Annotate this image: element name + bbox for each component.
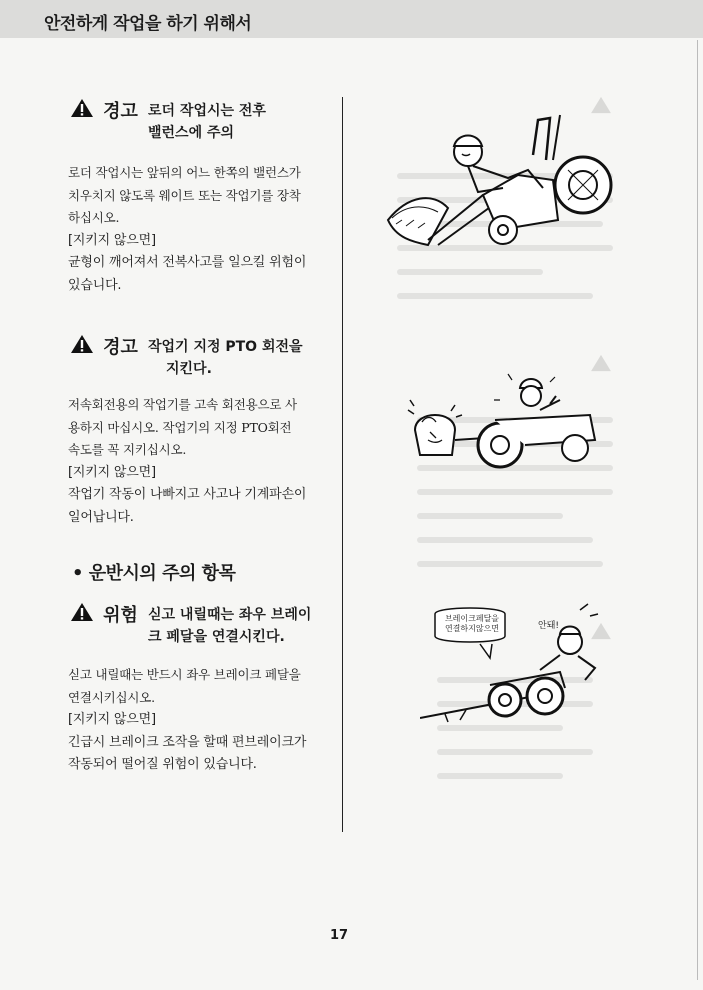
warning-3-title-line2: 크 페달을 연결시킨다.	[148, 629, 285, 645]
consequence-line: 작동되어 떨어질 위험이 있습니다.	[68, 757, 257, 772]
warning-triangle-icon	[70, 602, 94, 622]
consequence-line: 일어납니다.	[68, 509, 134, 525]
if-not-label: [지키지 않으면]	[68, 232, 156, 248]
warning-2-title	[148, 336, 338, 380]
shout-text: 안돼!	[538, 621, 559, 631]
section-title: • 운반시의 주의 항목	[72, 563, 236, 584]
warning-1-body	[68, 162, 330, 297]
warning-1-title-line1: 로더 작업시는 전후	[148, 103, 266, 119]
page-edge	[697, 40, 698, 980]
body-line: 하십시오.	[68, 210, 120, 225]
warning-2-title-line1: 작업기 지정 PTO 회전을	[148, 339, 303, 355]
pto-tractor-illustration	[400, 370, 610, 480]
warning-3-title-line1: 싣고 내릴때는 좌우 브레이	[148, 607, 312, 623]
consequence-line: 긴급시 브레이크 조작을 할때 편브레이크가	[68, 734, 307, 750]
warning-1-heading	[70, 96, 266, 141]
warning-2-heading	[70, 332, 303, 377]
body-line: 저속회전용의 작업기를 고속 회전용으로 사	[68, 397, 297, 412]
warning-3-tag: 위험	[103, 605, 138, 626]
speech-bubble	[442, 614, 502, 634]
consequence-line: 균형이 깨어져서 전복사고를 일으킬 위험이	[68, 255, 307, 270]
warning-3-body	[68, 664, 330, 777]
if-not-label: [지키지 않으면]	[68, 464, 156, 480]
speech-bubble-line1: 브레이크페달을	[444, 614, 500, 623]
body-line: 용하지 마십시오. 작업기의 지정 PTO회전	[68, 419, 292, 435]
warning-2-tag: 경고	[103, 337, 138, 358]
warning-3-title	[148, 604, 338, 648]
loader-tractor-illustration	[378, 100, 618, 260]
body-line: 치우치지 않도록 웨이트 또는 작업기를 장착	[68, 187, 301, 203]
header-title: 안전하게 작업을 하기 위해서	[44, 14, 252, 34]
warning-2-title-line2: 지킨다.	[166, 361, 212, 377]
column-divider	[342, 97, 343, 832]
if-not-label: [지키지 않으면]	[68, 712, 156, 727]
consequence-line: 작업기 작동이 나빠지고 사고나 기계파손이	[68, 487, 307, 502]
speech-bubble-line2: 연결하지않으면	[444, 624, 500, 633]
truck-loading-illustration	[420, 600, 620, 730]
body-line: 싣고 내릴때는 반드시 좌우 브레이크 페달을	[68, 667, 301, 682]
body-line: 연결시키십시오.	[68, 689, 155, 705]
body-line: 속도를 꼭 지키십시오.	[68, 442, 187, 457]
body-line: 로더 작업시는 앞뒤의 어느 한쪽의 밸런스가	[68, 165, 301, 180]
warning-1-title	[148, 100, 338, 144]
warning-triangle-icon	[70, 98, 94, 118]
page-number: 17	[330, 928, 349, 943]
warning-1-tag: 경고	[103, 101, 138, 122]
warning-1-title-line2: 밸런스에 주의	[148, 125, 235, 141]
warning-triangle-icon	[70, 334, 94, 354]
warning-2-body	[68, 394, 330, 529]
consequence-line: 있습니다.	[68, 277, 122, 293]
warning-3-heading	[70, 600, 312, 645]
